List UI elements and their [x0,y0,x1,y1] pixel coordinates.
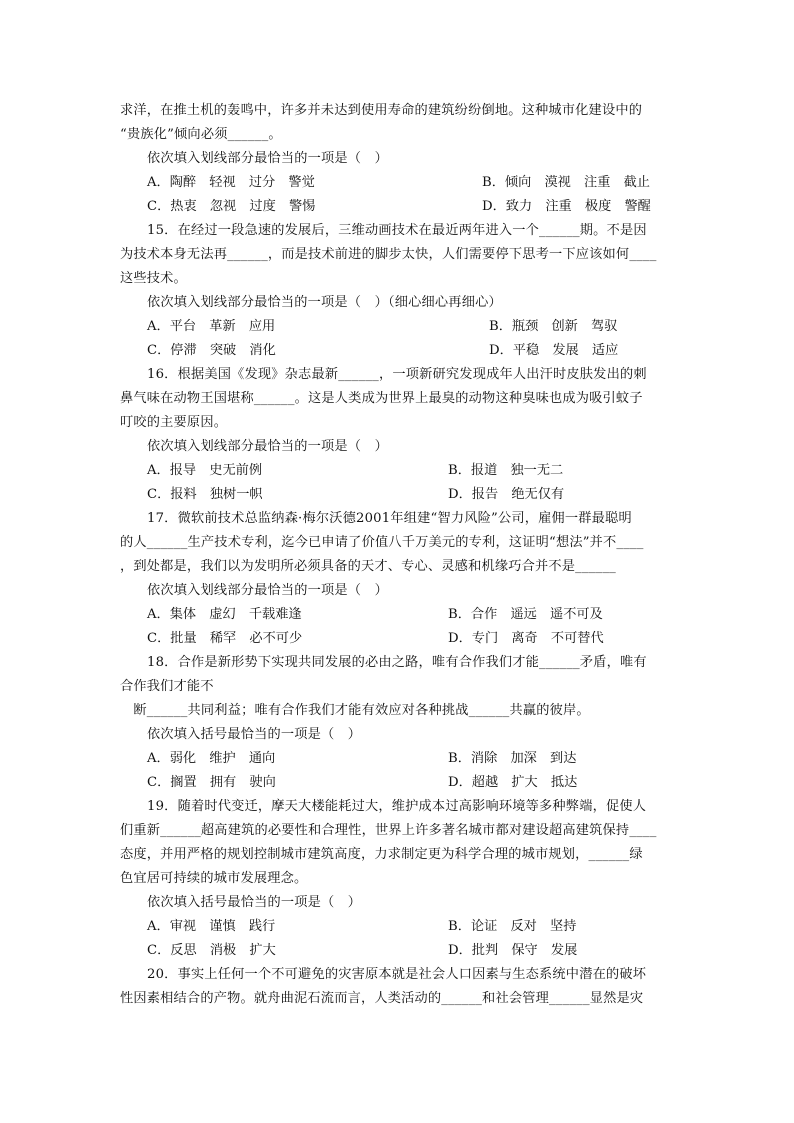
paragraph-line: ，到处都是，我们以为发明所必须具备的天才、专心、灵感和机缘巧合并不是______ [120,559,616,574]
option-a: A．平台 革新 应用 [147,319,276,334]
question-18: 18．合作是新形势下实现共同发展的必由之路，唯有合作我们才能______矛盾，唯有 [147,655,647,670]
question-16: 16．根据美国《发现》杂志最新______，一项新研究发现成年人出汗时皮肤发出的刺 [147,367,647,382]
paragraph-line: 为技术本身无法再______，而是技术前进的脚步太快，人们需要停下思考一下应该如何____ [120,247,657,262]
option-a: A．报导 史无前例 [147,463,263,478]
paragraph-line: 的人______生产技术专利，迄今已申请了价值八千万美元的专利，这证明“想法”并不____ [120,535,644,550]
question-prompt: 依次填入划线部分最恰当的一项是（ ）（细心细心再细心） [147,295,502,310]
question-prompt: 依次填入括号最恰当的一项是（ ） [147,895,362,910]
question-17: 17．微软前技术总监纳森·梅尔沃德2001年组建“智力风险”公司，雇佣一群最聪明 [147,511,632,526]
option-c: C．搁置 拥有 驶向 [147,775,276,790]
question-prompt: 依次填入括号最恰当的一项是（ ） [147,727,362,742]
paragraph-line: 叮咬的主要原因。 [120,415,228,430]
option-c: C．停滞 突破 消化 [147,343,276,358]
paragraph-line: 求洋，在推土机的轰鸣中，许多并未达到使用寿命的建筑纷纷倒地。这种城市化建设中的 [120,103,643,118]
option-a: A．集体 虚幻 千载难逢 [147,607,302,622]
paragraph-line: 态度，并用严格的规划控制城市建筑高度，力求制定更为科学合理的城市规划，______绿 [120,847,643,862]
option-c: C．热衷 忽视 过度 警惕 [147,199,316,214]
option-a: A．陶醉 轻视 过分 警觉 [147,175,315,190]
paragraph-line: 性因素相结合的产物。就舟曲泥石流而言，人类活动的______和社会管理______显然是灾 [120,991,644,1006]
option-d: D．专门 离奇 不可替代 [448,631,604,646]
option-d: D．平稳 发展 适应 [489,343,619,358]
question-prompt: 依次填入划线部分最恰当的一项是（ ） [147,439,388,454]
option-c: C．报料 独树一帜 [147,487,263,502]
question-prompt: 依次填入划线部分最恰当的一项是（ ） [147,583,388,598]
paragraph-line: 鼻气味在动物王国堪称______。这是人类成为世界上最臭的动物这种臭味也成为吸引蚊子 [120,391,643,406]
paragraph-line: 断______共同利益；唯有合作我们才能有效应对各种挑战______共赢的彼岸。 [120,703,590,718]
option-d: D．超越 扩大 抵达 [448,775,578,790]
paragraph-line: “贵族化”倾向必须______。 [120,127,282,142]
paragraph-line: 合作我们才能不 [120,679,214,694]
option-b: B．瓶颈 创新 驾驭 [489,319,618,334]
question-20: 20．事实上任何一个不可避免的灾害原本就是社会人口因素与生态系统中潜在的破坏 [147,967,647,982]
option-d: D．报告 绝无仅有 [448,487,565,502]
option-b: B．合作 遥远 遥不可及 [448,607,603,622]
option-a: A．弱化 维护 通向 [147,751,276,766]
option-b: B．倾向 漠视 注重 截止 [482,175,650,190]
option-d: D．致力 注重 极度 警醒 [482,199,651,214]
question-19: 19．随着时代变迁，摩天大楼能耗过大，维护成本过高影响环境等多种弊端，促使人 [147,799,647,814]
option-a: A．审视 谨慎 践行 [147,919,276,934]
question-prompt: 依次填入划线部分最恰当的一项是（ ） [147,151,388,166]
paragraph-line: 们重新______超高建筑的必要性和合理性，世界上许多著名城市都对建设超高建筑保持____ [120,823,657,838]
paragraph-line: 这些技术。 [120,271,187,286]
question-15: 15．在经过一段急速的发展后，三维动画技术在最近两年进入一个______期。不是因 [147,223,647,238]
option-b: B．报道 独一无二 [448,463,564,478]
option-c: C．批量 稀罕 必不可少 [147,631,303,646]
paragraph-line: 色宜居可持续的城市发展理念。 [120,871,308,886]
option-b: B．论证 反对 坚持 [448,919,577,934]
option-b: B．消除 加深 到达 [448,751,577,766]
option-d: D．批判 保守 发展 [448,943,578,958]
option-c: C．反思 消极 扩大 [147,943,276,958]
